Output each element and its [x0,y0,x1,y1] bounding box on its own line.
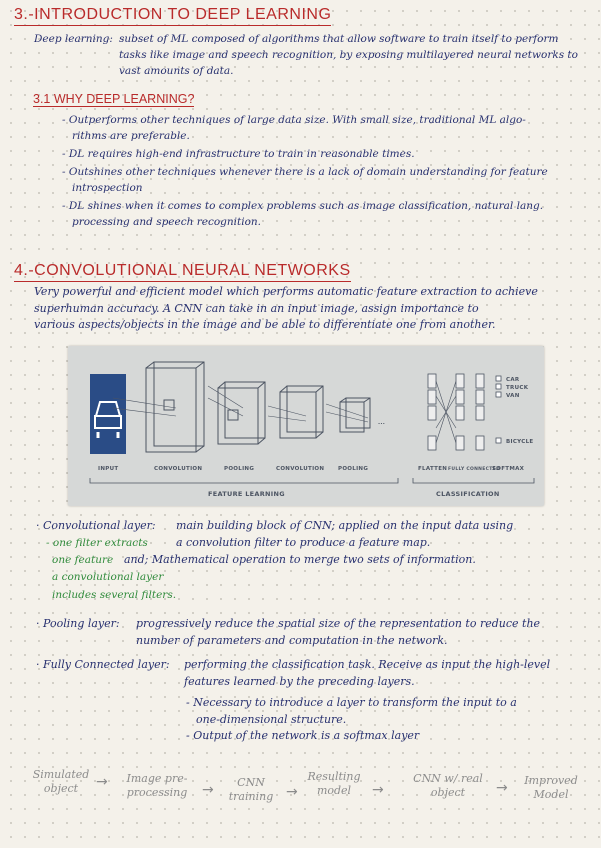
input-image [90,374,126,454]
receptive-field-lines [113,386,368,422]
fully-connected-lines [436,381,456,443]
flow-step: Simulated object [32,768,90,795]
fc-note: - Output of the network is a softmax layer [186,729,420,742]
stage-label: FLATTEN [418,466,448,472]
bullet-line: - Outperforms other techniques of large data size. With small size, traditional ML algo- [62,114,526,126]
conv-layer-desc: main building block of CNN; applied on the input data using [176,519,514,532]
fc-note: - Necessary to introduce a layer to transform the input to a [186,696,517,709]
intro-line: superhuman accuracy. A CNN can take in an input image, assign importance to [34,301,479,315]
stage-label: POOLING [338,466,369,472]
arrow-right-icon: → [96,774,108,790]
pooling-layer-desc [136,616,591,649]
conv-layer-desc-cont: a convolution filter to produce a feature map. [176,536,431,549]
output-label: BICYCLE [506,439,534,445]
cnn-architecture-photo [68,346,544,506]
bullet-line: rithms are preferable. [72,130,190,142]
bullet-item [62,164,594,196]
definition-line: subset of ML composed of algorithms that allow software to train itself to perform [119,33,559,45]
fc-layer-desc [184,657,594,690]
flow-step: CNN training [228,776,274,803]
bullet-line: - DL shines when it comes to complex problems such as image classification, natural lang. [62,200,544,212]
output-label: TRUCK [506,385,529,391]
flatten-column [428,374,436,450]
green-note: a convolutional layer [52,571,164,583]
stage-label: INPUT [98,466,119,472]
green-note: one feature [52,554,114,566]
flow-step: CNN w/ real object [413,772,483,799]
stage-label: FULLY CONNECTED [448,467,501,472]
flow-step: Improved Model [524,774,578,801]
stage-label: SOFTMAX [492,466,525,472]
flow-step: Resulting model [307,770,361,797]
output-label: CAR [506,377,520,383]
group-label: CLASSIFICATION [436,490,500,498]
arrow-right-icon: → [496,780,508,796]
pooling-block-1 [218,382,265,444]
definition-text [119,31,594,79]
intro-line: Very powerful and efficient model which performs automatic feature extraction to achieve [34,285,538,298]
stage-label: CONVOLUTION [276,466,325,472]
bullet-item [62,146,594,162]
green-note: includes several filters. [52,589,177,601]
pool-line: number of parameters and computation in the network. [136,633,448,647]
output-label: VAN [506,393,520,399]
convolution-block-1 [146,362,204,452]
softmax-outputs [496,376,501,443]
fc-layer-notes [186,695,591,745]
bullet-item [62,198,594,230]
green-note: - one filter extracts [46,537,148,549]
pooling-layer-term: · Pooling layer: [36,617,120,630]
stage-label: POOLING [224,466,255,472]
bullet-line: introspection [72,182,143,194]
pooling-block-2 [340,398,370,432]
why-dl-bullet-list [62,112,594,230]
conv-layer-sub: and; Mathematical operation to merge two sets of information. [124,553,476,566]
fc-layer-term: · Fully Connected layer: [36,658,170,671]
diagram-ellipsis: ... [378,420,386,426]
convolution-block-2 [280,386,323,438]
bullet-line: processing and speech recognition. [72,216,261,228]
definition-line: tasks like image and speech recognition, by exposing multilayered neural networks to [119,49,578,61]
definition-term: Deep learning: [34,33,113,45]
classification-bracket [413,478,534,483]
cnn-intro [34,284,596,334]
definition-line: vast amounts of data. [119,65,234,77]
arrow-right-icon: → [286,784,298,800]
fc-line: features learned by the preceding layers. [184,674,415,688]
pool-line: progressively reduce the spatial size of the representation to reduce the [136,617,541,630]
feature-learning-bracket [90,478,398,483]
section-3-1-heading: 3.1 WHY DEEP LEARNING? [33,92,195,106]
arrow-right-icon: → [372,782,384,798]
bullet-item [62,112,594,144]
fc-note: one-dimensional structure. [196,712,347,726]
section-3-heading: 3.-INTRODUCTION TO DEEP LEARNING [14,6,331,26]
section-4-heading: 4.-CONVOLUTIONAL NEURAL NETWORKS [14,262,351,282]
arrow-right-icon: → [202,782,214,798]
conv-layer-term: · Convolutional layer: [36,519,156,532]
stage-label: CONVOLUTION [154,466,203,472]
intro-line: various aspects/objects in the image and be able to differentiate one from another. [34,318,496,331]
bullet-line: - DL requires high-end infrastructure to train in reasonable times. [62,148,415,160]
bullet-line: - Outshines other techniques whenever there is a lack of domain understanding for feature [62,166,548,178]
flow-step: Image pre-processing [126,772,188,799]
fc-line: performing the classification task. Receive as input the high-level [184,658,551,671]
group-label: FEATURE LEARNING [208,490,285,498]
cnn-architecture-diagram [68,346,544,506]
fully-connected-column [456,374,484,450]
